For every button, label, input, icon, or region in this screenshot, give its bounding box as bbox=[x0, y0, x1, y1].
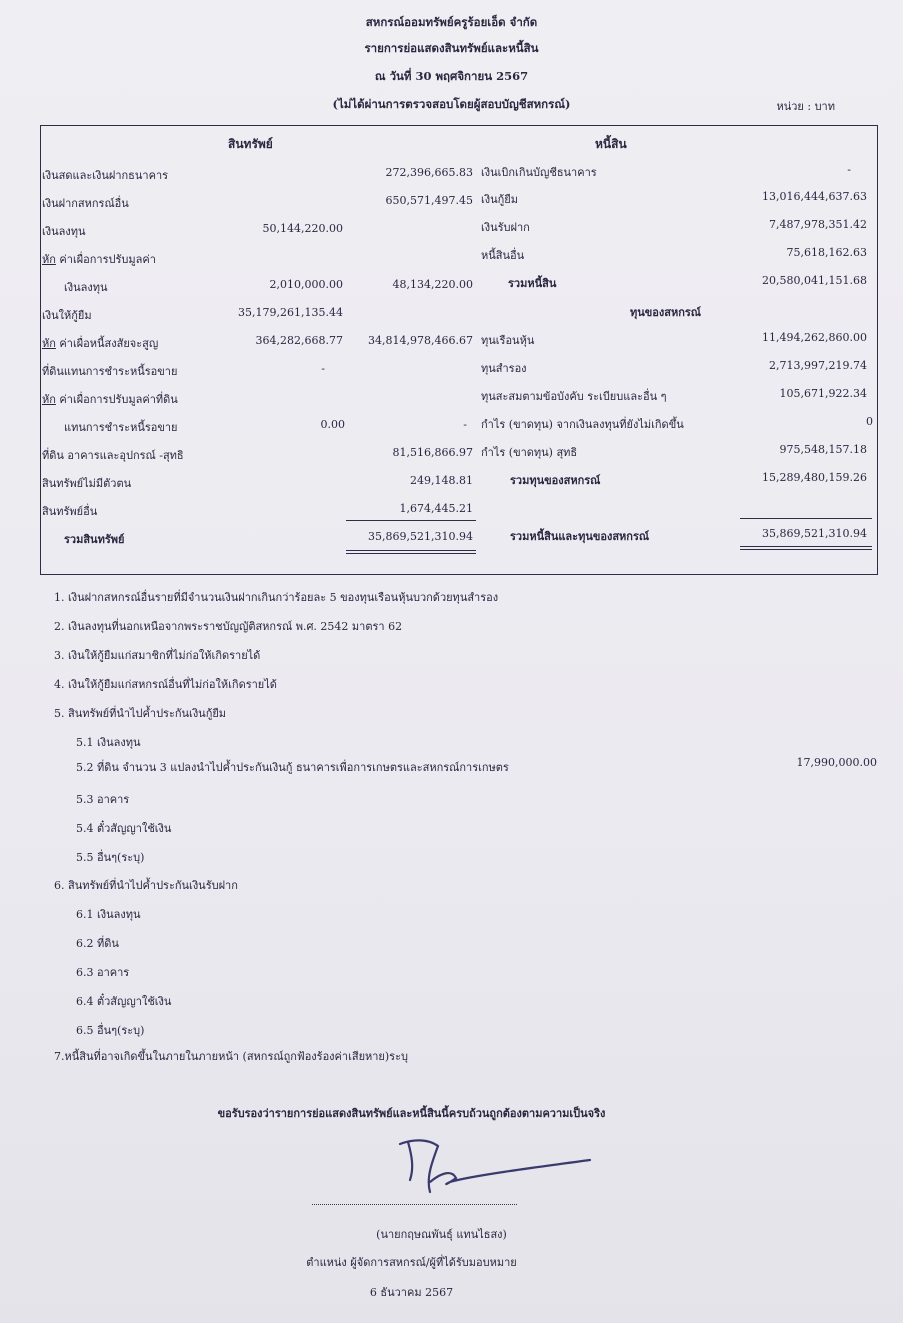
asset-label: หัก ค่าเผื่อการปรับมูลค่า bbox=[42, 253, 156, 266]
note-5: 5. สินทรัพย์ที่นำไปค้ำประกันเงินกู้ยืม bbox=[54, 707, 227, 720]
note-6: 6. สินทรัพย์ที่นำไปค้ำประกันเงินรับฝาก bbox=[54, 879, 238, 892]
note-5-1: 5.1 เงินลงทุน bbox=[76, 736, 141, 749]
asset-value: 1,674,445.21 bbox=[399, 502, 473, 515]
note-6-1: 6.1 เงินลงทุน bbox=[76, 908, 141, 921]
org-name: สหกรณ์ออมทรัพย์ครูร้อยเอ็ด จำกัด bbox=[365, 15, 538, 29]
liability-label: เงินรับฝาก bbox=[481, 221, 530, 234]
liability-label: เงินกู้ยืม bbox=[481, 193, 519, 206]
handwritten-signature bbox=[390, 1132, 600, 1202]
equity-value: 11,494,262,860.00 bbox=[762, 331, 867, 344]
asset-subvalue: 0.00 bbox=[320, 418, 345, 431]
signer-position: ตำแหน่ง ผู้จัดการสหกรณ์/ผู้ที่ได้รับมอบหมาย bbox=[306, 1256, 517, 1269]
equity-label: กำไร (ขาดทุน) จากเงินลงทุนที่ยังไม่เกิดขึ้น bbox=[481, 418, 684, 431]
liabilities-heading: หนี้สิน bbox=[595, 137, 627, 151]
equity-label: ทุนสะสมตามข้อบังคับ ระเบียบและอื่น ๆ bbox=[481, 390, 667, 403]
asset-label: ที่ดิน อาคารและอุปกรณ์ -สุทธิ bbox=[42, 449, 184, 462]
note-6-3: 6.3 อาคาร bbox=[76, 966, 130, 979]
asset-label: แทนการชำระหนี้รอขาย bbox=[64, 421, 178, 434]
liability-value: 7,487,978,351.42 bbox=[769, 218, 867, 231]
note-6-2: 6.2 ที่ดิน bbox=[76, 937, 119, 950]
note-5-2: 5.2 ที่ดิน จำนวน 3 แปลงนำไปค้ำประกันเงินกู้ ธนาคารเพื่อการเกษตรและสหกรณ์การเกษตร bbox=[76, 761, 509, 774]
certification-text: ขอรับรองว่ารายการย่อแสดงสินทรัพย์และหนี้สินนี้ครบถ้วนถูกต้องตามความเป็นจริง bbox=[217, 1107, 606, 1120]
asset-subvalue: 364,282,668.77 bbox=[255, 334, 343, 347]
liab-total-rule bbox=[740, 518, 872, 519]
equity-value: 975,548,157.18 bbox=[779, 443, 867, 456]
asset-label: เงินลงทุน bbox=[42, 225, 86, 238]
equity-value: 105,671,922.34 bbox=[779, 387, 867, 400]
asset-label: หัก ค่าเผื่อหนี้สงสัยจะสูญ bbox=[42, 337, 159, 350]
signer-name: (นายกฤษณพันธุ์ แทนไธสง) bbox=[376, 1228, 507, 1241]
asset-total-double-rule bbox=[346, 550, 476, 551]
signing-date: 6 ธันวาคม 2567 bbox=[369, 1286, 454, 1299]
report-title: รายการย่อแสดงสินทรัพย์และหนี้สิน bbox=[364, 41, 539, 55]
liability-label: เงินเบิกเกินบัญชีธนาคาร bbox=[481, 166, 597, 179]
asset-subvalue: - bbox=[321, 362, 325, 375]
equity-label: กำไร (ขาดทุน) สุทธิ bbox=[481, 446, 578, 459]
liab-equity-total-label: รวมหนี้สินและทุนของสหกรณ์ bbox=[510, 530, 650, 543]
equity-value: 2,713,997,219.74 bbox=[769, 359, 867, 372]
asset-subvalue: 50,144,220.00 bbox=[262, 222, 343, 235]
note-6-4: 6.4 ตั๋วสัญญาใช้เงิน bbox=[76, 995, 172, 1008]
equity-label: ทุนเรือนหุ้น bbox=[481, 334, 535, 347]
asset-label: สินทรัพย์อื่น bbox=[42, 505, 98, 518]
unit-label: หน่วย : บาท bbox=[776, 100, 835, 113]
note-4: 4. เงินให้กู้ยืมแก่สหกรณ์อื่นที่ไม่ก่อให้เกิดรายได้ bbox=[54, 678, 277, 691]
liab-total-double-rule bbox=[740, 546, 872, 547]
asset-value: 249,148.81 bbox=[410, 474, 473, 487]
report-date: ณ วันที่ 30 พฤศจิกายน 2567 bbox=[374, 69, 529, 83]
note-7: 7.หนี้สินที่อาจเกิดขึ้นในภายในภายหน้า (สหกรณ์ถูกฟ้องร้องค่าเสียหาย)ระบุ bbox=[54, 1050, 408, 1063]
asset-label: เงินลงทุน bbox=[64, 281, 108, 294]
note-2: 2. เงินลงทุนที่นอกเหนือจากพระราชบัญญัติสหกรณ์ พ.ศ. 2542 มาตรา 62 bbox=[54, 620, 403, 633]
audit-note: (ไม่ได้ผ่านการตรวจสอบโดยผู้สอบบัญชีสหกรณ์) bbox=[332, 97, 571, 111]
asset-label: เงินสดและเงินฝากธนาคาร bbox=[42, 169, 169, 182]
asset-value: - bbox=[463, 418, 467, 431]
liab-equity-total-value: 35,869,521,310.94 bbox=[762, 527, 867, 540]
equity-total-value: 15,289,480,159.26 bbox=[762, 471, 867, 484]
asset-label: หัก ค่าเผื่อการปรับมูลค่าที่ดิน bbox=[42, 393, 178, 406]
liability-value: 13,016,444,637.63 bbox=[762, 190, 867, 203]
deduct-prefix: หัก bbox=[42, 253, 56, 266]
liability-total-value: 20,580,041,151.68 bbox=[762, 274, 867, 287]
note-1: 1. เงินฝากสหกรณ์อื่นรายที่มีจำนวนเงินฝากเกินกว่าร้อยละ 5 ของทุนเรือนหุ้นบวกด้วยทุนสำรอง bbox=[54, 591, 499, 604]
asset-total-value: 35,869,521,310.94 bbox=[368, 530, 473, 543]
asset-value: 650,571,497.45 bbox=[385, 194, 473, 207]
equity-total-label: รวมทุนของสหกรณ์ bbox=[510, 474, 601, 487]
note-5-4: 5.4 ตั๋วสัญญาใช้เงิน bbox=[76, 822, 172, 835]
note-3: 3. เงินให้กู้ยืมแก่สมาชิกที่ไม่ก่อให้เกิดรายได้ bbox=[54, 649, 261, 662]
asset-label: สินทรัพย์ไม่มีตัวตน bbox=[42, 477, 132, 490]
asset-subvalue: 2,010,000.00 bbox=[269, 278, 343, 291]
liability-total-label: รวมหนี้สิน bbox=[508, 277, 557, 290]
equity-heading: ทุนของสหกรณ์ bbox=[630, 306, 702, 319]
note-6-5: 6.5 อื่นๆ(ระบุ) bbox=[76, 1024, 145, 1037]
signature-line bbox=[312, 1204, 517, 1205]
deduct-prefix: หัก bbox=[42, 337, 56, 350]
asset-total-rule bbox=[346, 520, 476, 521]
assets-heading: สินทรัพย์ bbox=[228, 137, 273, 151]
liability-label: หนี้สินอื่น bbox=[481, 249, 525, 262]
liability-value: 75,618,162.63 bbox=[786, 246, 867, 259]
asset-label: เงินฝากสหกรณ์อื่น bbox=[42, 197, 129, 210]
asset-label: ที่ดินแทนการชำระหนี้รอขาย bbox=[42, 365, 178, 378]
asset-total-label: รวมสินทรัพย์ bbox=[64, 533, 125, 546]
asset-value: 48,134,220.00 bbox=[392, 278, 473, 291]
asset-value: 272,396,665.83 bbox=[385, 166, 473, 179]
equity-label: ทุนสำรอง bbox=[481, 362, 527, 375]
asset-label: เงินให้กู้ยืม bbox=[42, 309, 92, 322]
deduct-prefix: หัก bbox=[42, 393, 56, 406]
note-5-5: 5.5 อื่นๆ(ระบุ) bbox=[76, 851, 145, 864]
asset-value: 34,814,978,466.67 bbox=[368, 334, 473, 347]
note-5-2-value: 17,990,000.00 bbox=[796, 756, 877, 769]
asset-subvalue: 35,179,261,135.44 bbox=[238, 306, 343, 319]
equity-value: 0 bbox=[866, 415, 873, 428]
liability-value: - bbox=[847, 163, 851, 176]
note-5-3: 5.3 อาคาร bbox=[76, 793, 130, 806]
asset-value: 81,516,866.97 bbox=[392, 446, 473, 459]
